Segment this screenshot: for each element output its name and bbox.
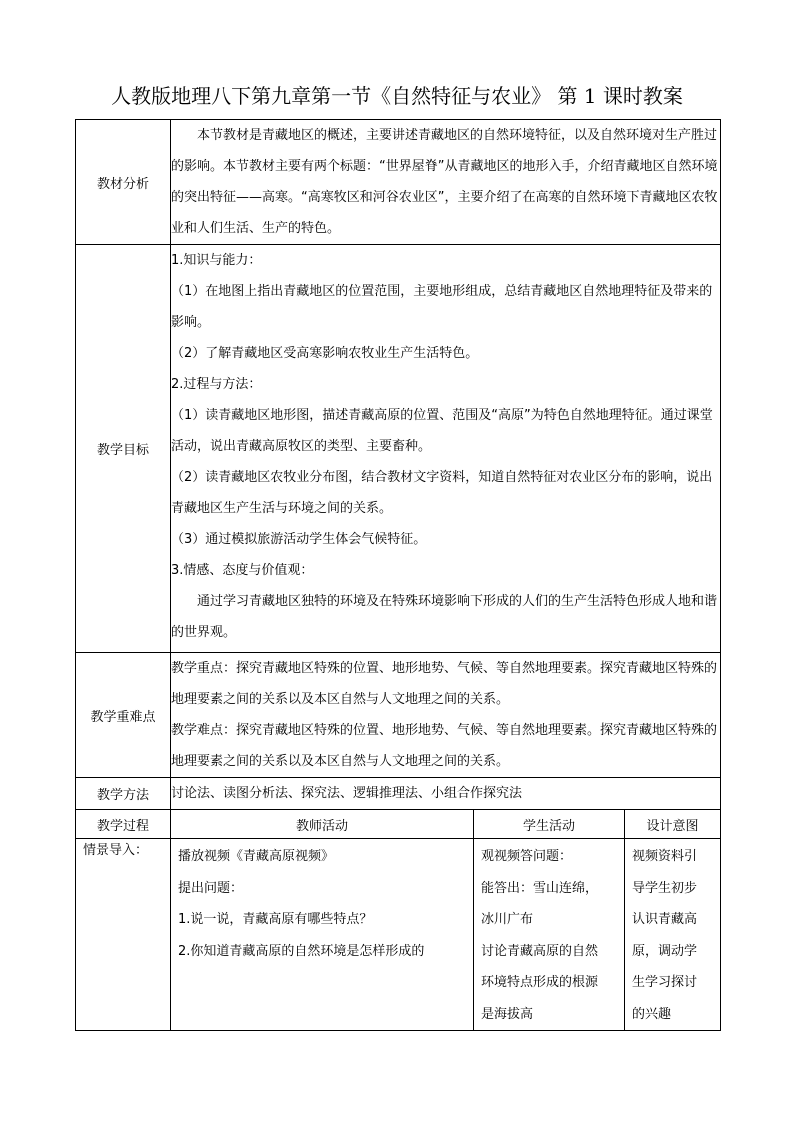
header-teacher-activity: 教师活动: [171, 810, 474, 839]
process-stage: 情景导入：: [76, 839, 171, 1031]
teacher-activity-line: 2.你知道青藏高原的自然环境是怎样形成的: [178, 943, 425, 959]
student-activity-line: 观视频答问题：: [481, 849, 573, 864]
teaching-methods-text: 讨论法、读图分析法、探究法、逻辑推理法、小组合作探究法: [171, 785, 523, 801]
teaching-methods-label: 教学方法: [76, 778, 171, 810]
difficult-point-text: 教学难点：探究青藏地区特殊的位置、地形地势、气候、等自然地理要素。探究青藏地区特殊的地理要素之间的关系以及本区自然与人文地理之间的关系。: [171, 723, 718, 769]
teaching-methods-row: [76, 778, 721, 810]
design-intent-line: 原，调动学: [632, 943, 698, 959]
design-intent-cell: [625, 839, 721, 1031]
goal-line: 通过学习青藏地区独特的环境及在特殊环境影响下形成的人们的生产生活特色形成人地和谐的世界观。: [171, 594, 718, 640]
design-intent-line: 认识青藏高: [632, 912, 698, 927]
teaching-goals-label: 教学目标: [76, 245, 171, 653]
design-intent-line: 生学习探讨: [632, 975, 698, 990]
design-intent-line: 视频资料引: [632, 849, 698, 864]
student-activity-cell: [474, 839, 625, 1031]
teacher-activity-line: 提出问题：: [178, 880, 244, 896]
design-intent-line: 的兴趣: [632, 1006, 672, 1022]
teacher-activity-line: 播放视频《青藏高原视频》: [178, 849, 335, 864]
material-analysis-text: 本节教材是青藏地区的概述，主要讲述青藏地区的自然环境特征，以及自然环境对生产胜过的影响。本节教材主要有两个标题：“世界屋脊”从青藏地区的地形入手，介绍青藏地区自然环境的突出特征——高寒。“高寒牧区和河谷农业区”，主要介绍了在高寒的自然环境下青藏地区农牧业和人们生活、生产的特色。: [171, 128, 718, 236]
teacher-activity-line: 1.说一说，青藏高原有哪些特点？: [178, 912, 373, 927]
lesson-plan-table: [75, 119, 721, 1031]
goal-line: 2.过程与方法：: [171, 377, 262, 392]
student-activity-line: 讨论青藏高原的自然: [481, 943, 599, 959]
goal-line: 1.知识与能力：: [171, 253, 262, 268]
student-activity-line: 是海拔高: [481, 1006, 534, 1022]
header-process: 教学过程: [76, 810, 171, 839]
teacher-activity-cell: [171, 839, 474, 1031]
document-title: 人教版地理八下第九章第一节《自然特征与农业》 第 1 课时教案: [111, 84, 683, 108]
design-intent-line: 导学生初步: [632, 880, 698, 896]
student-activity-line: 能答出：雪山连绵，: [481, 880, 599, 896]
student-activity-line: 环境特点形成的根源: [481, 975, 599, 990]
material-analysis-label: 教材分析: [76, 120, 171, 245]
goal-line: （3）通过模拟旅游活动学生体会气候特征。: [171, 532, 427, 547]
goal-line: （2）读青藏地区农牧业分布图，结合教材文字资料，知道自然特征对农业区分布的影响，说出青藏地区生产生活与环境之间的关系。: [171, 470, 713, 516]
key-point-text: 教学重点：探究青藏地区特殊的位置、地形地势、气候、等自然地理要素。探究青藏地区特殊的地理要素之间的关系以及本区自然与人文地理之间的关系。: [171, 661, 718, 707]
material-analysis-row: [76, 120, 721, 245]
goal-line: （2）了解青藏地区受高寒影响农牧业生产生活特色。: [171, 346, 479, 361]
goal-line: （1）读青藏地区地形图，描述青藏高原的位置、范围及“高原”为特色自然地理特征。通过课堂活动，说出青藏高原牧区的类型、主要畜种。: [171, 408, 713, 454]
goal-line: 3.情感、态度与价值观：: [171, 563, 314, 578]
header-design-intent: 设计意图: [625, 810, 721, 839]
header-student-activity: 学生活动: [474, 810, 625, 839]
student-activity-line: 冰川广布: [481, 912, 534, 927]
goal-line: （1）在地图上指出青藏地区的位置范围，主要地形组成，总结青藏地区自然地理特征及带来的影响。: [171, 284, 713, 330]
teaching-goals-row: [76, 245, 721, 653]
key-difficult-label: 教学重难点: [76, 653, 171, 778]
key-difficult-row: [76, 653, 721, 778]
process-row-intro: [76, 839, 721, 1031]
process-header-row: [76, 810, 721, 839]
